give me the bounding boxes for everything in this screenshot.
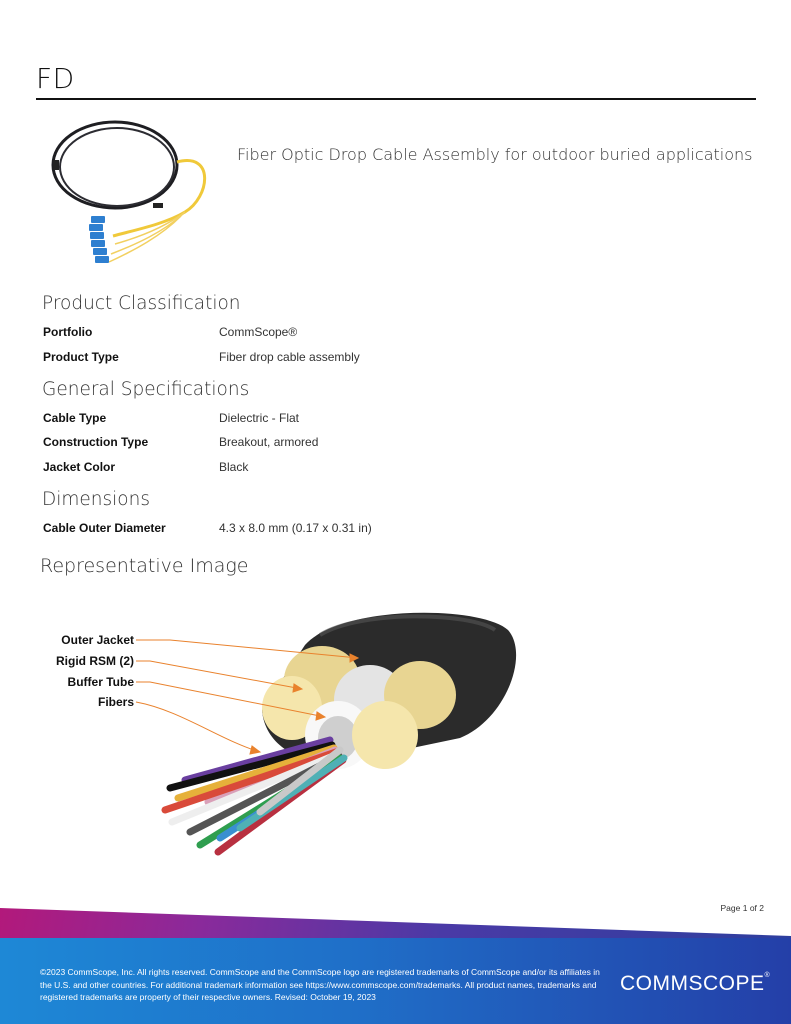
spec-row-construction-type (43, 435, 543, 451)
callout-arrowhead (250, 746, 260, 754)
section-heading-general: General Specifications (42, 379, 250, 400)
spec-value: Breakout, armored (219, 435, 319, 449)
callout-rigid-rsm: Rigid RSM (2) (56, 654, 134, 668)
section-heading-representative: Representative Image (40, 555, 249, 577)
spec-label: Construction Type (43, 435, 149, 449)
spec-label: Cable Type (43, 411, 107, 425)
logo-registered-mark: ® (764, 972, 771, 979)
footer-legal-text: ©2023 CommScope, Inc. All rights reserved. CommScope and the CommScope logo are registered trademarks of CommScope and/or its affiliates in the U.S. and other countries. For additional trademark information see https://www.commscope.com/trademarks. All product names, trademarks and registered trademarks are property of their respective owners. Revised: October 19, 2023 (40, 967, 600, 1002)
cable-clip (153, 203, 163, 208)
section-heading-classification: Product Classification (42, 293, 241, 314)
sc-connector (90, 232, 104, 239)
cable-coil (53, 122, 177, 208)
sc-connector (91, 240, 105, 247)
sc-connector (89, 224, 103, 231)
cable-coil-inner (60, 128, 174, 206)
cable-clip (53, 160, 59, 170)
product-photo (45, 112, 225, 277)
rsm-rod-right-end (352, 701, 418, 769)
callout-leader (136, 702, 260, 752)
spec-row-cable-type (43, 411, 543, 427)
spec-value: CommScope® (219, 325, 298, 339)
spec-value: Dielectric - Flat (219, 411, 300, 425)
fiber-bundle (165, 740, 344, 852)
product-description: Fiber Optic Drop Cable Assembly for outdoor buried applications (237, 145, 753, 164)
spec-label: Cable Outer Diameter (43, 521, 166, 535)
callout-buffer-tube: Buffer Tube (67, 675, 134, 689)
spec-row-outer-diameter (43, 521, 543, 537)
breakout-yellow-lead (113, 161, 205, 236)
callout-leader (136, 661, 302, 689)
section-heading-dimensions: Dimensions (42, 489, 150, 510)
page-number: Page 1 of 2 (720, 903, 764, 913)
sc-connector (93, 248, 107, 255)
spec-value: Black (219, 460, 249, 474)
spec-label: Product Type (43, 350, 119, 364)
spec-value: 4.3 x 8.0 mm (0.17 x 0.31 in) (219, 521, 372, 535)
title-divider (36, 98, 756, 100)
document-title: FD (36, 62, 75, 95)
logo-wordmark: COMMSCOPE (620, 972, 765, 995)
spec-row-portfolio (43, 325, 543, 341)
cable-cross-section-figure (40, 600, 540, 870)
callout-fibers: Fibers (97, 695, 134, 709)
commscope-logo (620, 972, 770, 996)
sc-connectors (89, 216, 109, 263)
sc-connector (91, 216, 105, 223)
spec-label: Portfolio (43, 325, 93, 339)
spec-row-jacket-color (43, 460, 543, 476)
spec-label: Jacket Color (43, 460, 116, 474)
spec-value: Fiber drop cable assembly (219, 350, 360, 364)
callout-outer-jacket: Outer Jacket (61, 633, 134, 647)
sc-connector (95, 256, 109, 263)
spec-row-product-type (43, 350, 543, 366)
